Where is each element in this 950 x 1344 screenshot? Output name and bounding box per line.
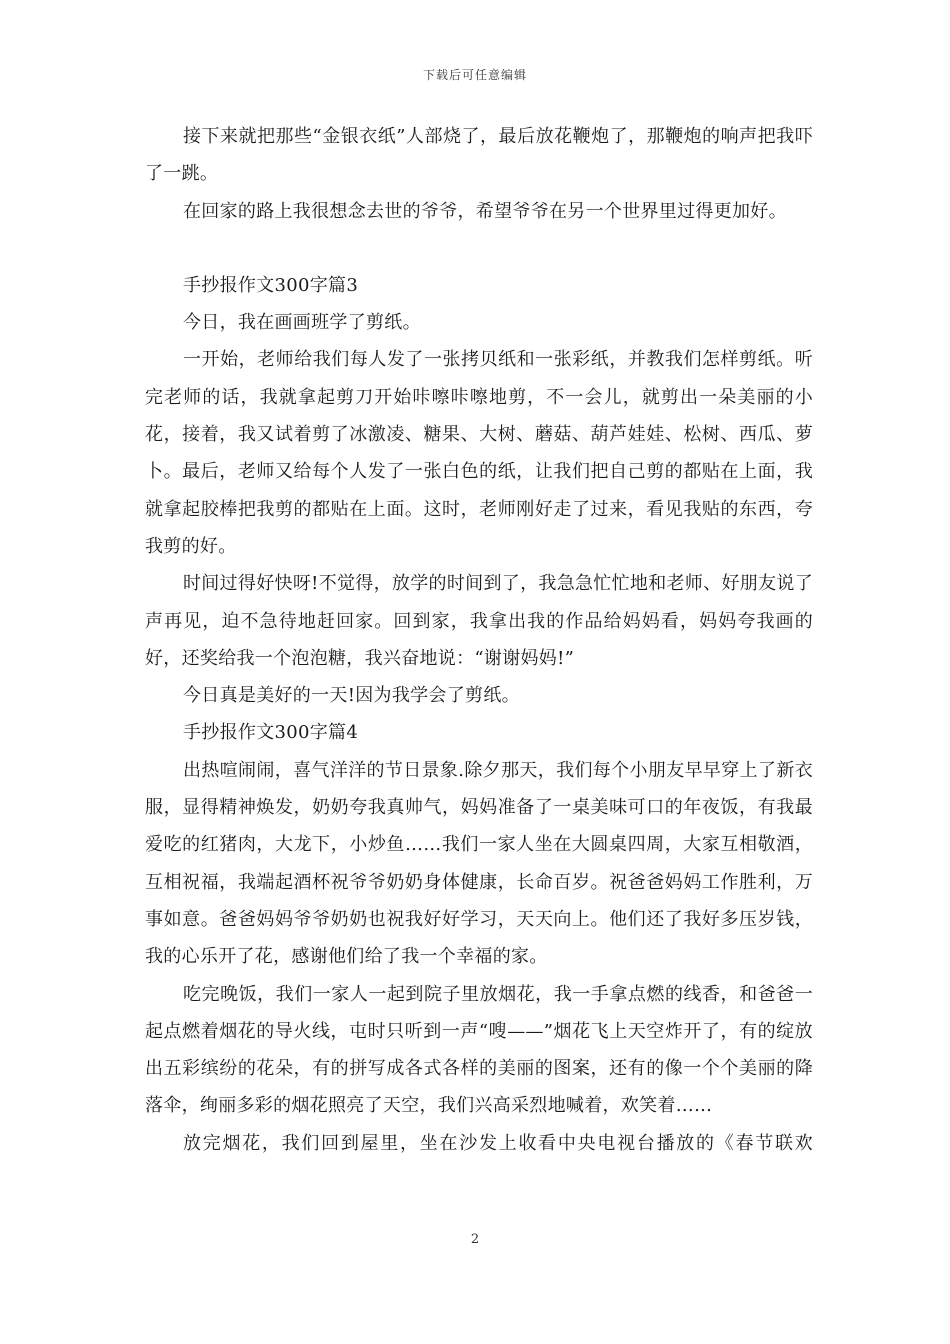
- paragraph: 在回家的路上我很想念去世的爷爷，希望爷爷在另一个世界里过得更加好。: [183, 200, 787, 222]
- page-number: 2: [470, 1232, 480, 1247]
- paragraph-spacer: [145, 230, 813, 267]
- paragraph: 放完烟花，我们回到屋里，坐在沙发上收看中央电视台播放的《春节联欢: [183, 1132, 813, 1154]
- paragraph: 一开始，老师给我们每人发了一张拷贝纸和一张彩纸，并教我们怎样剪纸。听完老师的话，我就拿起剪刀开始咔嚓咔嚓地剪，不一会儿，就剪出一朵美丽的小花，接着，我又试着剪了冰激凌、糖果、大树、蘑菇、葫芦娃娃、松树、西瓜、萝卜。最后，老师又给每个人发了一张白色的纸，让我们把自己剪的都贴在上面，我就拿起胶棒把我剪的都贴在上面。这时，老师刚好走了过来，看见我贴的东西，夸我剪的好。: [145, 349, 813, 557]
- paragraph: 时间过得好快呀!不觉得，放学的时间到了，我急急忙忙地和老师、好朋友说了声再见，迫不急待地赶回家。回到家，我拿出我的作品给妈妈看，妈妈夸我画的好，还奖给我一个泡泡糖，我兴奋地说：“谢谢妈妈!”: [145, 573, 813, 669]
- paragraph: 今日，我在画画班学了剪纸。: [183, 312, 421, 334]
- paragraph: 今日真是美好的一天!因为我学会了剪纸。: [183, 685, 520, 707]
- document-body: [145, 118, 813, 1162]
- paragraph: 接下来就把那些“金银衣纸”人部烧了，最后放花鞭炮了，那鞭炮的响声把我吓了一跳。: [145, 126, 813, 185]
- paragraph: 吃完晚饭，我们一家人一起到院子里放烟花，我一手拿点燃的线香，和爸爸一起点燃着烟花的导火线，屯时只听到一声“嗖——”烟花飞上天空炸开了，有的绽放出五彩缤纷的花朵，有的拼写成各式各样的美丽的图案，还有的像一个个美丽的降落伞，绚丽多彩的烟花照亮了天空，我们兴高采烈地喊着，欢笑着……: [145, 983, 813, 1117]
- paragraph: 出热喧闹闹，喜气洋洋的节日景象.除夕那天，我们每个小朋友早早穿上了新衣服，显得精神焕发，奶奶夸我真帅气，妈妈准备了一桌美味可口的年夜饭，有我最爱吃的红猪肉，大龙下，小炒鱼……我们一家人坐在大圆桌四周，大家互相敬酒，互相祝福，我端起酒杯祝爷爷奶奶身体健康，长命百岁。祝爸爸妈妈工作胜利，万事如意。爸爸妈妈爷爷奶奶也祝我好好学习，天天向上。他们还了我好多压岁钱，我的心乐开了花，感谢他们给了我一个幸福的家。: [145, 759, 813, 968]
- section-heading: 手抄报作文300字篇3: [183, 274, 359, 296]
- section-heading: 手抄报作文300字篇4: [183, 722, 359, 744]
- page-header: 下载后可任意编辑: [422, 68, 527, 82]
